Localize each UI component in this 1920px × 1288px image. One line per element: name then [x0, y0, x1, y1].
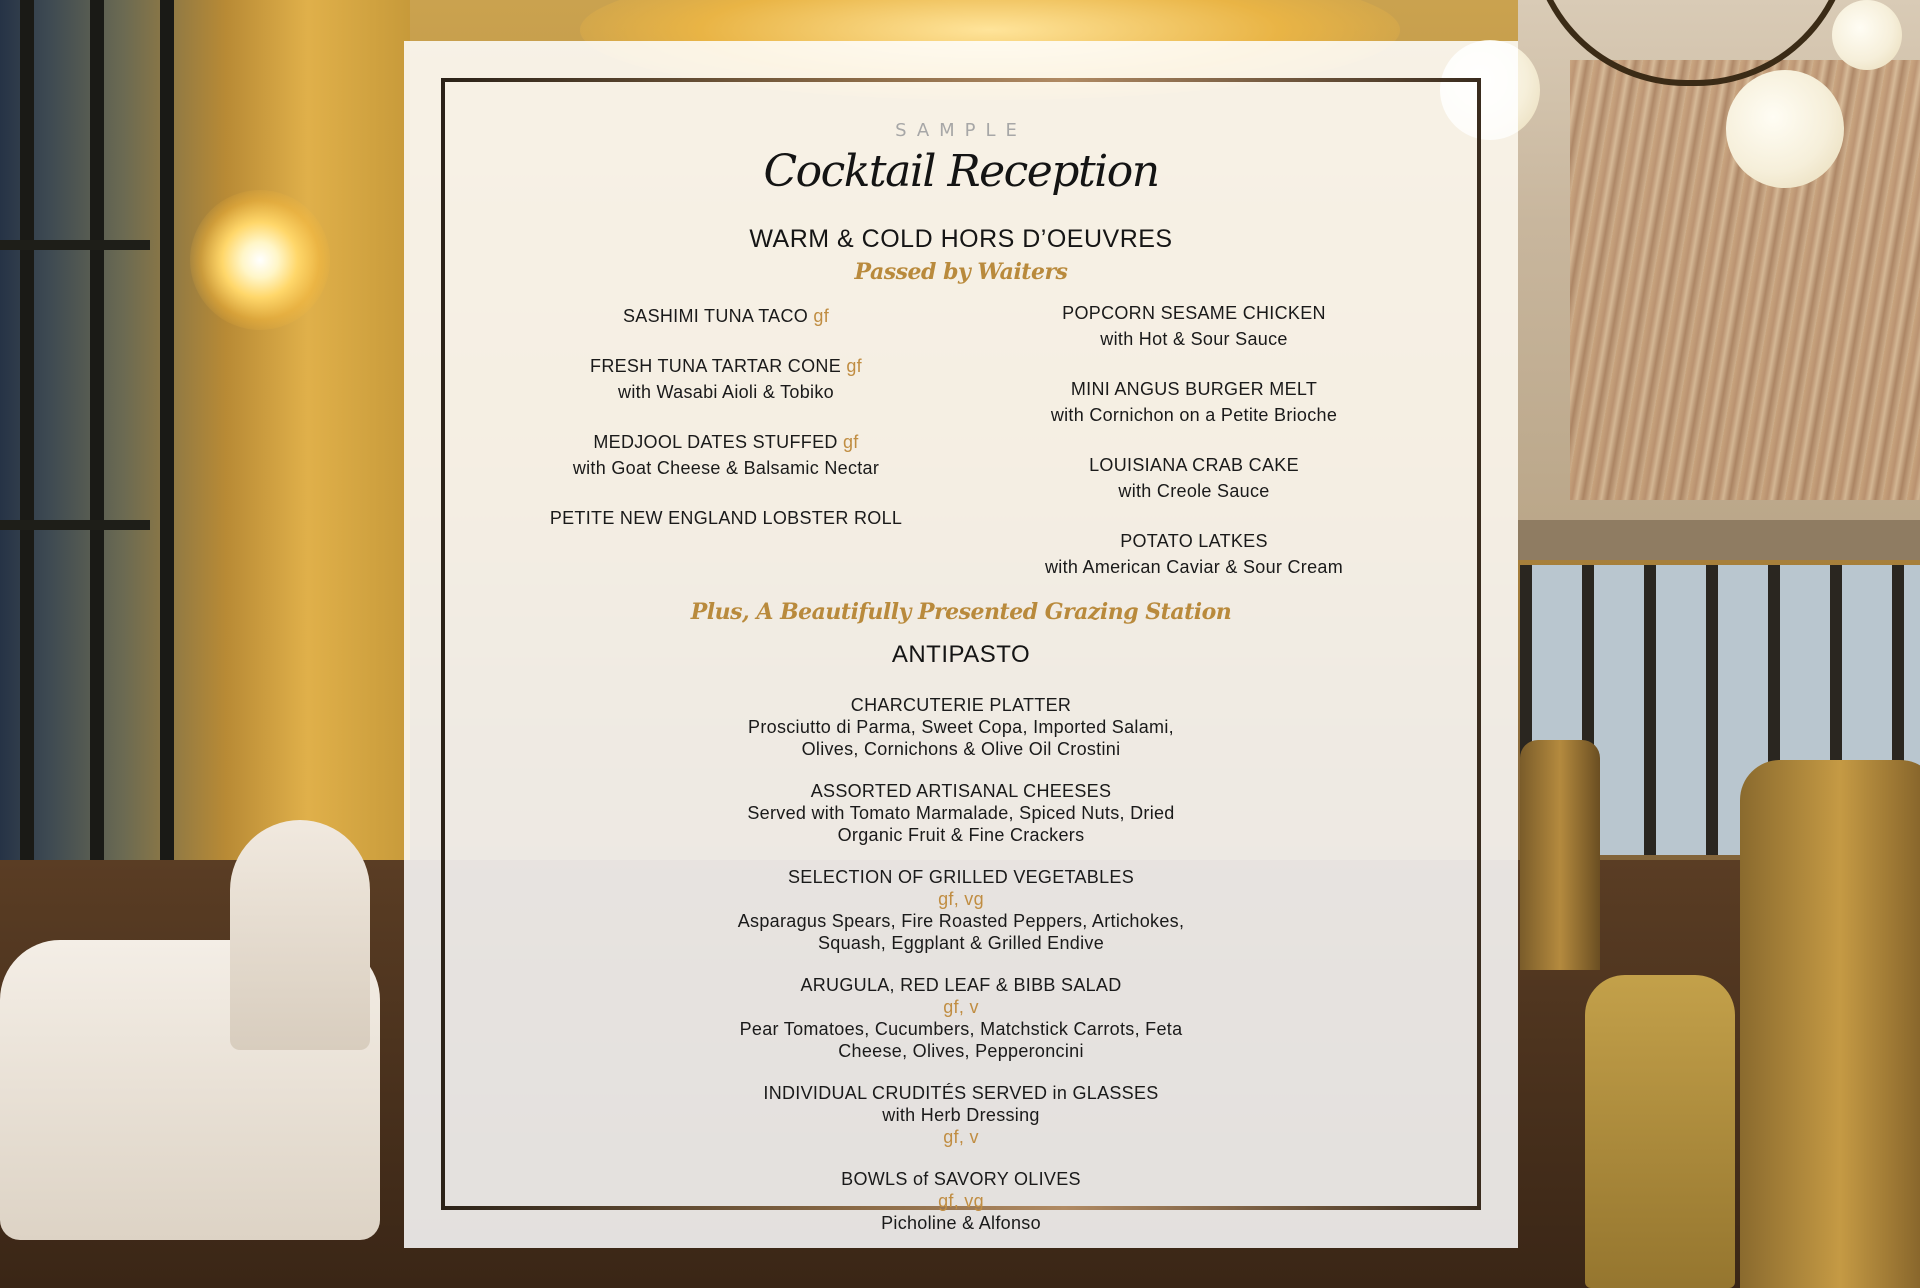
- dietary-tag: gf: [843, 432, 859, 452]
- item-name: POTATO LATKES: [1120, 531, 1268, 551]
- item-description: Olives, Cornichons & Olive Oil Crostini: [801, 739, 1121, 759]
- item-description: Pear Tomatoes, Cucumbers, Matchstick Carrots, Feta: [739, 1019, 1183, 1039]
- cocktail-table: [1520, 740, 1600, 970]
- item-description: Organic Fruit & Fine Crackers: [837, 825, 1085, 845]
- menu-item: [516, 353, 936, 405]
- window-mullion: [20, 0, 34, 880]
- menu-content: [404, 41, 1518, 1248]
- dietary-tag: gf: [813, 306, 830, 326]
- menu-item: [404, 780, 1518, 846]
- dietary-tag: gf, vg: [938, 889, 984, 909]
- window-rail: [0, 520, 150, 530]
- item-name: FRESH TUNA TARTAR CONE: [590, 356, 842, 376]
- item-name: MINI ANGUS BURGER MELT: [1070, 379, 1318, 399]
- item-description: with Hot & Sour Sauce: [1100, 329, 1288, 349]
- item-name: POPCORN SESAME CHICKEN: [1062, 303, 1326, 323]
- item-description: with Goat Cheese & Balsamic Nectar: [572, 458, 880, 478]
- menu-item: [984, 376, 1404, 428]
- antipasto-list: [404, 694, 1518, 1254]
- white-chair: [230, 820, 370, 1050]
- menu-item: [984, 300, 1404, 352]
- window-mullion: [160, 0, 174, 880]
- item-description: Asparagus Spears, Fire Roasted Peppers, Artichokes,: [737, 911, 1185, 931]
- window-mullion: [90, 0, 104, 880]
- menu-item: [404, 866, 1518, 954]
- star-lamp: [190, 190, 330, 330]
- dietary-tag: gf, vg: [938, 1191, 984, 1211]
- menu-item: [404, 1168, 1518, 1234]
- menu-card: [404, 41, 1518, 1248]
- item-description: Squash, Eggplant & Grilled Endive: [817, 933, 1105, 953]
- dietary-tag: gf, v: [943, 997, 979, 1017]
- section-subheading-grazing: Plus, A Beautifully Presented Grazing Station: [690, 599, 1232, 625]
- menu-item: [516, 303, 936, 329]
- menu-item: [984, 452, 1404, 504]
- item-description: with Cornichon on a Petite Brioche: [1050, 405, 1338, 425]
- item-name: LOUISIANA CRAB CAKE: [1089, 455, 1299, 475]
- menu-item: [404, 694, 1518, 760]
- menu-item: [516, 429, 936, 481]
- cocktail-table: [1740, 760, 1920, 1288]
- hors-doeuvres-right-column: [984, 300, 1404, 604]
- item-description: with Herb Dressing: [882, 1105, 1040, 1125]
- balcony-ledge: [1518, 520, 1920, 560]
- globe-light: [1832, 0, 1902, 70]
- item-description: with Wasabi Aioli & Tobiko: [618, 382, 834, 402]
- globe-light: [1726, 70, 1844, 188]
- menu-item: [516, 505, 936, 531]
- hors-doeuvres-left-column: [516, 303, 936, 555]
- menu-item: [404, 1082, 1518, 1148]
- menu-item: [404, 974, 1518, 1062]
- item-description: Cheese, Olives, Pepperoncini: [838, 1041, 1084, 1061]
- item-name: ARUGULA, RED LEAF & BIBB SALAD: [800, 975, 1122, 995]
- item-description: Prosciutto di Parma, Sweet Copa, Imported Salami,: [748, 717, 1174, 737]
- item-name: BOWLS of SAVORY OLIVES: [841, 1169, 1081, 1189]
- item-name: SASHIMI TUNA TACO: [622, 306, 809, 326]
- window-rail: [0, 240, 150, 250]
- dietary-tag: gf: [846, 356, 862, 376]
- menu-item: [984, 528, 1404, 580]
- item-description: with American Caviar & Sour Cream: [1045, 557, 1343, 577]
- section-heading-hors-doeuvres: WARM & COLD HORS D’OEUVRES: [749, 225, 1173, 253]
- item-description: with Creole Sauce: [1118, 481, 1270, 501]
- item-name: PETITE NEW ENGLAND LOBSTER ROLL: [549, 508, 903, 528]
- dietary-tag: gf, v: [943, 1127, 979, 1147]
- item-name: INDIVIDUAL CRUDITÉS SERVED in GLASSES: [763, 1083, 1159, 1103]
- item-description: Served with Tomato Marmalade, Spiced Nuts, Dried: [747, 803, 1175, 823]
- item-name: CHARCUTERIE PLATTER: [850, 695, 1072, 715]
- item-name: MEDJOOL DATES STUFFED: [593, 432, 838, 452]
- item-name: ASSORTED ARTISANAL CHEESES: [810, 781, 1112, 801]
- sample-label: SAMPLE: [895, 120, 1027, 141]
- section-heading-antipasto: ANTIPASTO: [891, 641, 1031, 668]
- item-description: Picholine & Alfonso: [881, 1213, 1041, 1233]
- bar-stool: [1585, 975, 1735, 1288]
- item-name: SELECTION OF GRILLED VEGETABLES: [787, 867, 1135, 887]
- section-subheading-passed: Passed by Waiters: [854, 259, 1068, 285]
- menu-title: Cocktail Reception: [763, 146, 1159, 197]
